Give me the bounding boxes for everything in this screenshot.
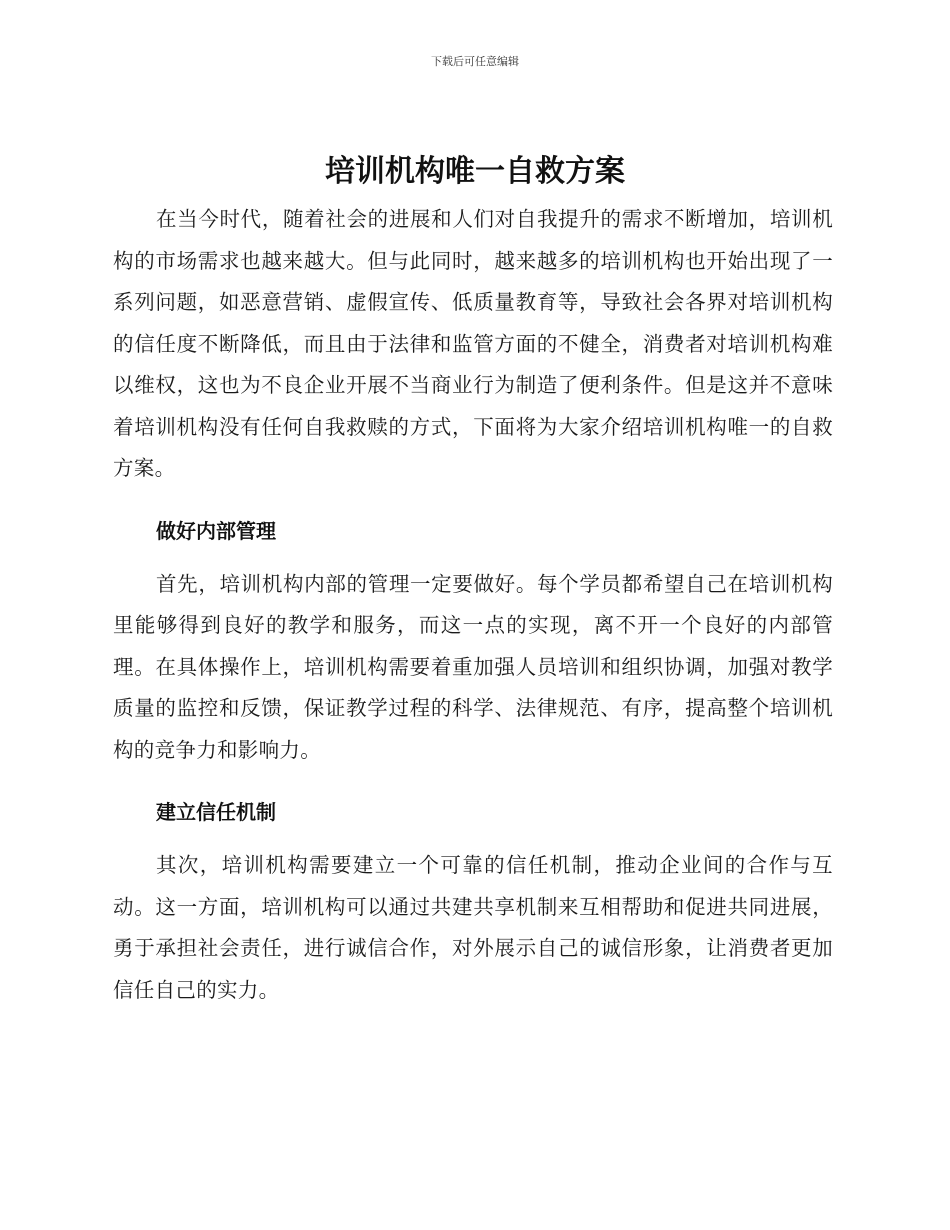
document-body [113,199,833,1011]
intro-paragraph: 在当今时代，随着社会的进展和人们对自我提升的需求不断增加，培训机构的市场需求也越来越大。但与此同时，越来越多的培训机构也开始出现了一系列问题，如恶意营销、虚假宣传、低质量教育等，导致社会各界对培训机构的信任度不断降低，而且由于法律和监管方面的不健全，消费者对培训机构难以维权，这也为不良企业开展不当商业行为制造了便利条件。但是这并不意味着培训机构没有任何自我救赎的方式，下面将为大家介绍培训机构唯一的自救方案。 [113,207,833,480]
section-heading-internal-management: 做好内部管理 [156,518,276,543]
section-heading-trust-mechanism: 建立信任机制 [156,800,276,824]
section-paragraph-trust-mechanism: 其次，培训机构需要建立一个可靠的信任机制，推动企业间的合作与互动。这一方面，培训机构可以通过共建共享机制来互相帮助和促进共同进展，勇于承担社会责任，进行诚信合作，对外展示自己的诚信形象，让消费者更加信任自己的实力。 [113,853,833,1002]
document-title: 培训机构唯一自救方案 [325,154,625,189]
section-paragraph-internal-management: 首先，培训机构内部的管理一定要做好。每个学员都希望自己在培训机构里能够得到良好的教学和服务，而这一点的实现，离不开一个良好的内部管理。在具体操作上，培训机构需要着重加强人员培训和组织协调，加强对教学质量的监控和反馈，保证教学过程的科学、法律规范、有序，提高整个培训机构的竞争力和影响力。 [113,571,833,762]
header-note: 下载后可任意编辑 [431,55,519,68]
